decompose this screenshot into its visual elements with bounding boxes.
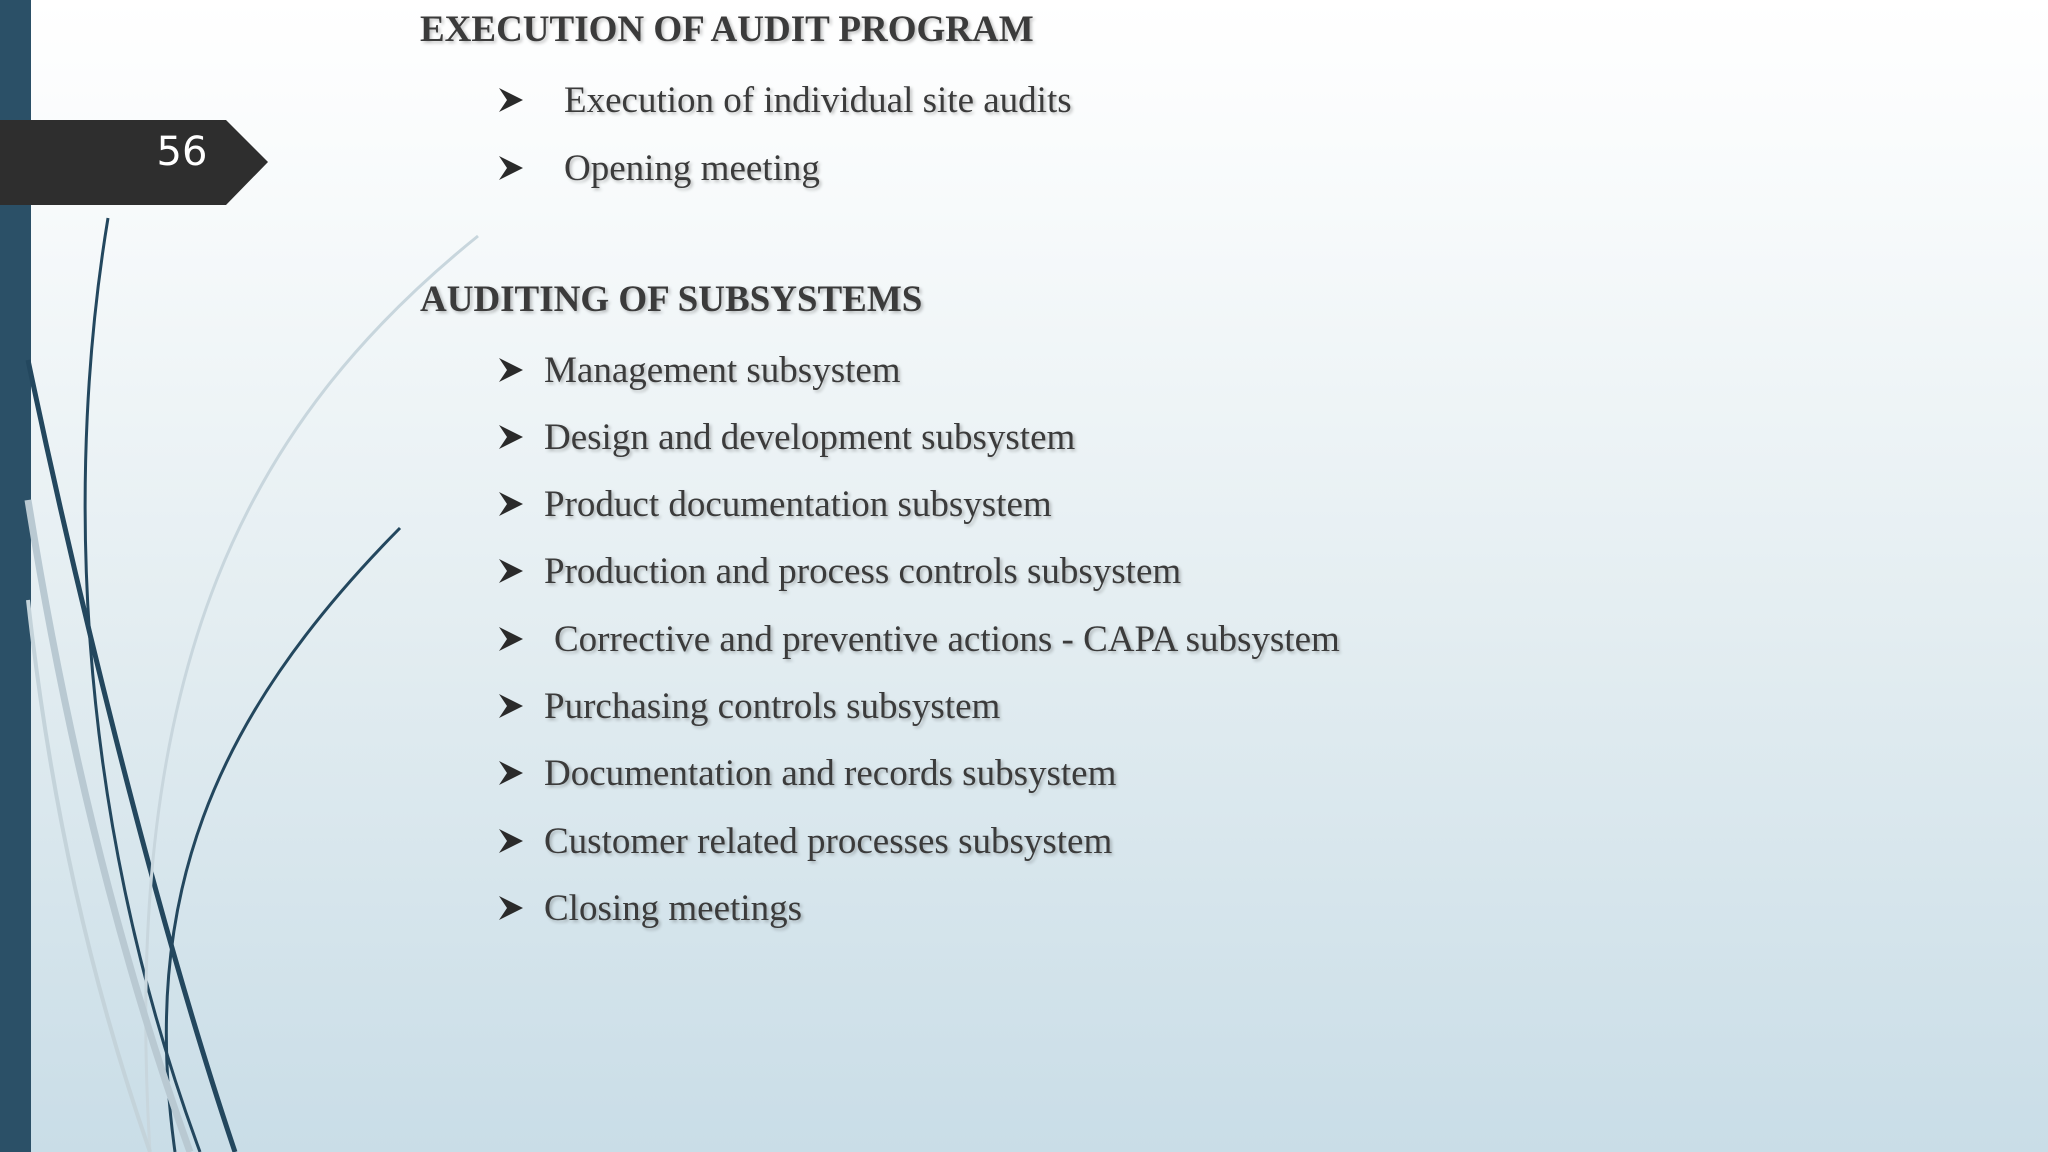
arrowhead-bullet-icon [498,895,524,921]
list-item-label: Opening meeting [564,147,820,189]
list-item [498,414,1075,460]
arrowhead-bullet-icon [498,626,524,652]
list-item-label: Closing meetings [544,887,802,929]
page-number: 56 [156,129,208,175]
arrowhead-bullet-icon [498,424,524,450]
list-item-label: Corrective and preventive actions - CAPA subsystem [554,618,1340,660]
arrowhead-bullet-icon [498,760,524,786]
arrowhead-bullet-icon [498,491,524,517]
list-item-label: Product documentation subsystem [544,483,1052,525]
list-item [498,616,1340,662]
section-heading-execution: EXECUTION OF AUDIT PROGRAM [420,9,1034,50]
arrowhead-bullet-icon [498,828,524,854]
list-item [498,548,1181,594]
list-item [498,77,1072,123]
arrowhead-bullet-icon [498,558,524,584]
list-item [498,683,1000,729]
list-item [498,885,802,931]
list-item-label: Purchasing controls subsystem [544,685,1001,727]
arrowhead-bullet-icon [498,87,524,113]
section-heading-subsystems: AUDITING OF SUBSYSTEMS [420,279,923,320]
list-item-label: Execution of individual site audits [564,79,1072,121]
list-item-label: Customer related processes subsystem [544,820,1113,862]
list-item [498,481,1052,527]
list-item [498,818,1112,864]
list-item-label: Documentation and records subsystem [544,752,1117,794]
list-item [498,145,820,191]
list-item-label: Management subsystem [544,349,901,391]
arrowhead-bullet-icon [498,155,524,181]
arrowhead-bullet-icon [498,693,524,719]
arrowhead-bullet-icon [498,357,524,383]
list-item-label: Design and development subsystem [544,416,1076,458]
list-item-label: Production and process controls subsystem [544,550,1182,592]
list-item [498,347,901,393]
list-item [498,750,1116,796]
